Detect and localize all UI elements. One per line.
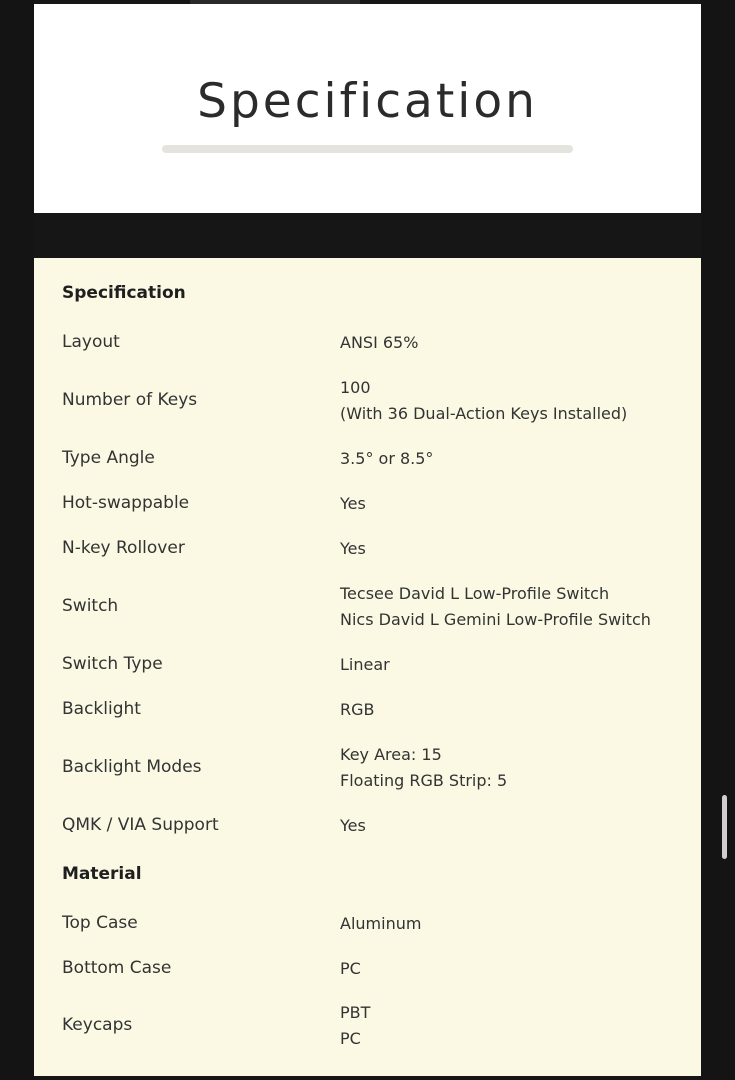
row-value: Key Area: 15	[340, 745, 442, 764]
right-border	[701, 0, 735, 1080]
row-label: QMK / VIA Support	[62, 815, 219, 835]
row-value: Yes	[340, 539, 366, 558]
row-value-line2: (With 36 Dual-Action Keys Installed)	[340, 404, 628, 423]
row-label: Top Case	[62, 913, 138, 933]
row-value-line2: PC	[340, 1029, 361, 1048]
row-value: 100	[340, 378, 371, 397]
section-heading-specification: Specification	[62, 283, 186, 303]
section-heading-material: Material	[62, 864, 142, 884]
row-label: Switch	[62, 596, 119, 616]
row-label: Number of Keys	[62, 390, 198, 410]
row-value: RGB	[340, 700, 375, 719]
row-value: PBT	[340, 1003, 371, 1022]
row-value: ANSI 65%	[340, 333, 419, 352]
row-value: 3.5° or 8.5°	[340, 449, 434, 468]
row-value: Linear	[340, 655, 390, 674]
row-label: N-key Rollover	[62, 538, 185, 558]
spec-table	[34, 258, 701, 1076]
row-label: Bottom Case	[62, 958, 172, 978]
row-value: Yes	[340, 494, 366, 513]
row-value: PC	[340, 959, 361, 978]
row-value-line2: Floating RGB Strip: 5	[340, 771, 508, 790]
row-label: Switch Type	[62, 654, 163, 674]
row-value: Yes	[340, 816, 366, 835]
row-label: Layout	[62, 332, 120, 352]
title-underline	[162, 145, 573, 153]
row-value-line2: Nics David L Gemini Low-Profile Switch	[340, 610, 651, 629]
left-border	[0, 0, 34, 1080]
page-title: Specification	[197, 74, 538, 129]
row-label: Backlight Modes	[62, 757, 202, 777]
row-label: Type Angle	[62, 448, 155, 468]
row-value: Aluminum	[340, 914, 422, 933]
scrollbar-thumb[interactable]	[722, 795, 727, 859]
row-value: Tecsee David L Low-Profile Switch	[340, 584, 610, 603]
row-label: Hot-swappable	[62, 493, 190, 513]
header-card	[34, 4, 701, 213]
row-label: Backlight	[62, 699, 141, 719]
row-label: Keycaps	[62, 1015, 133, 1035]
